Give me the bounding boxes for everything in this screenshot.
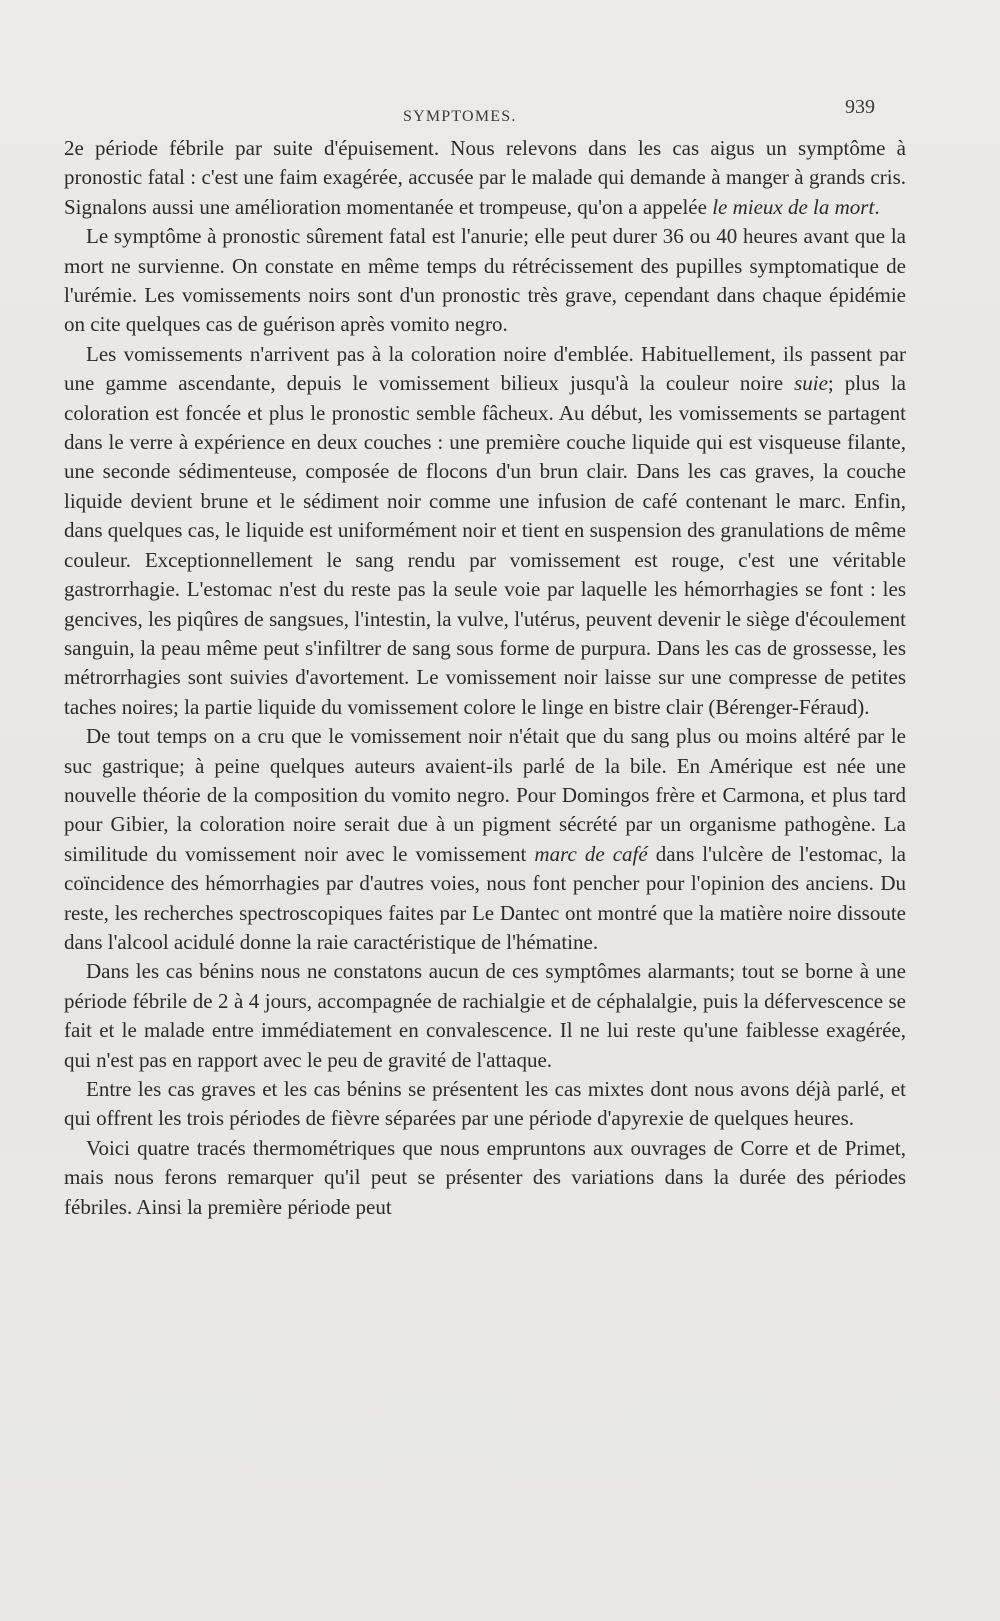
running-head: SYMPTOMES. xyxy=(403,108,517,125)
text-run: dans l'ulcère de l'estomac, la coïncidence des hémorrhagies par d'autres voies, nous font pencher pour l'opinion des anciens. Du reste, les recherches spectroscopiques faites par Le Dantec ont montré que la matière noire dissoute dans l'alcool acidulé donne la raie caractéristique de l'hématine. xyxy=(64,841,906,954)
paragraph xyxy=(64,134,906,222)
italic-run: le mieux de la mort xyxy=(712,194,875,219)
text-run: Les vomissements n'arrivent pas à la coloration noire d'emblée. Habituellement, ils passent par une gamme ascendante, depuis le vomissement bilieux jusqu'à la couleur noire xyxy=(64,341,906,396)
text-run: ; plus la coloration est foncée et plus le pronostic semble fâcheux. Au début, les vomissements se partagent dans le verre à expérience en deux couches : une première couche liquide qui est visqueuse filante, une seconde sédimenteuse, composée de flocons d'un brun clair. Dans les cas graves, la couche liquide devient brune et le sédiment noir comme une infusion de café contenant le marc. Enfin, dans quelques cas, le liquide est uniformément noir et tient en suspension des granulations de même couleur. Exceptionnellement le sang rendu par vomissement est rouge, c'est une véritable gastrorrhagie. L'estomac n'est du reste pas la seule voie par laquelle les hémorrhagies se font : les gencives, les piqûres de sangsues, l'intestin, la vulve, l'utérus, peuvent devenir le siège d'écoulement sanguin, la peau même peut s'infiltrer de sang sous forme de purpura. Dans les cas de grossesse, les métrorrhagies sont suivies d'avortement. Le vomissement noir laisse sur une compresse de petites taches noires; la partie liquide du vomissement colore le linge en bistre clair (Bérenger-Féraud). xyxy=(64,371,907,719)
text-run: . xyxy=(874,194,880,219)
text-run: De tout temps on a cru que le vomissement noir n'était que du sang plus ou moins altéré par le suc gastrique; à peine quelques auteurs avaient-ils parlé de la bile. En Amérique est née une nouvelle théorie de la composition du vomito negro. Pour Domingos frère et Carmona, et plus tard pour Gibier, la coloration noire serait due à un pigment sécrété par un organisme pathogène. La similitude du vomissement noir avec le vomissement xyxy=(64,724,906,866)
text-run: 2e période fébrile par suite d'épuisement. Nous relevons dans les cas aigus un symptôme à pronostic fatal : c'est une faim exagérée, accusée par le malade qui demande à manger à grands cris. Signalons aussi une amélioration momentanée et trompeuse, qu'on a appelée xyxy=(64,136,906,219)
paragraph xyxy=(64,957,906,1075)
paragraph xyxy=(64,340,906,722)
text-run: Le symptôme à pronostic sûrement fatal est l'anurie; elle peut durer 36 ou 40 heures avant que la mort ne survienne. On constate en même temps du rétrécissement des pupilles symptomatique de l'urémie. Les vomissements noirs sont d'un pronostic très grave, cependant dans chaque épidémie on cite quelques cas de guérison après vomito negro. xyxy=(64,224,906,337)
paragraph xyxy=(64,722,906,957)
body-text xyxy=(64,134,906,1222)
text-run: Voici quatre tracés thermométriques que nous empruntons aux ouvrages de Corre et de Primet, mais nous ferons remarquer qu'il peut se présenter des variations dans la durée des périodes fébriles. Ainsi la première période peut xyxy=(64,1135,906,1219)
text-run: Entre les cas graves et les cas bénins se présentent les cas mixtes dont nous avons déjà parlé, et qui offrent les trois périodes de fièvre séparées par une période d'apyrexie de quelques heures. xyxy=(64,1077,906,1131)
page-number: 939 xyxy=(845,96,875,118)
text-run: Dans les cas bénins nous ne constatons aucun de ces symptômes alarmants; tout se borne à une période fébrile de 2 à 4 jours, accompagnée de rachialgie et de céphalalgie, puis la défervescence se fait et le malade entre immédiatement en convalescence. Il ne lui reste qu'une faiblesse exagérée, qui n'est pas en rapport avec le peu de gravité de l'attaque. xyxy=(64,959,906,1072)
paragraph xyxy=(64,1134,906,1222)
page-header xyxy=(85,96,875,130)
italic-run: suie xyxy=(794,371,828,396)
paragraph xyxy=(64,222,906,340)
italic-run: marc de café xyxy=(534,841,648,866)
paragraph xyxy=(64,1075,906,1134)
